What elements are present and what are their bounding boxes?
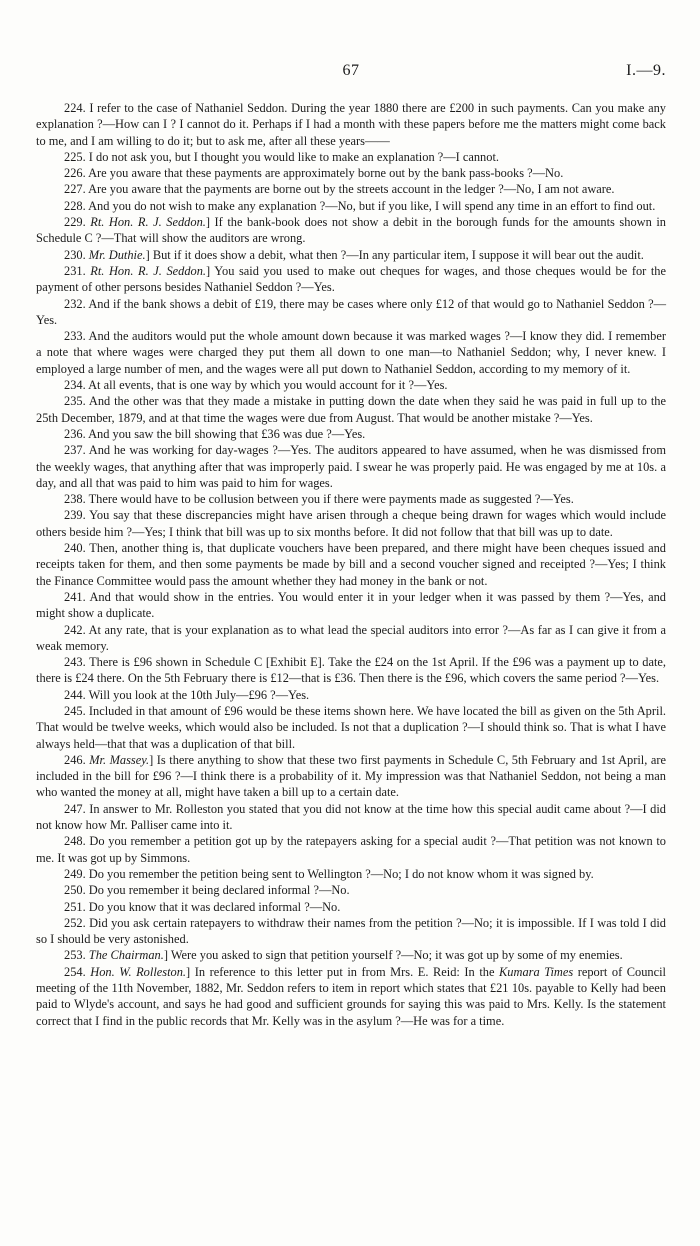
question-paragraph [36, 377, 666, 393]
question-text: At any rate, that is your explanation as to what lead the special auditors into error ?—As far as I can give it from a weak memory. [36, 622, 666, 653]
speaker-name: Rt. Hon. R. J. Seddon. [90, 263, 207, 278]
question-text: Were you asked to sign that petition yourself ?—No; it was got up by some of my enemies. [170, 948, 623, 963]
question-number: 238. [64, 492, 86, 507]
question-paragraph [36, 149, 666, 165]
question-paragraph [36, 328, 666, 377]
speaker-name: Mr. Massey. [89, 752, 150, 767]
question-paragraph: 254. Hon. W. Rolleston.] In reference to this letter put in from Mrs. E. Reid: In the Kumara Times report of Council meeting of the 11th November, 1882, Mr. Seddon refers to item in report which states that £21 10s. payable to Kelly had been paid to Wlyde's account, and says he had good and sufficient grounds for saying this was paid to Mrs. Kelly. Is the statement correct that I find in the public records that Mr. Kelly was in the asylum ?—He was for a time. [36, 964, 667, 1028]
question-number: 241. [64, 589, 86, 604]
question-text: Will you look at the 10th July—£96 ?—Yes. [88, 687, 310, 702]
question-text: And you saw the bill showing that £36 was due ?—Yes. [88, 426, 366, 441]
question-number: 253. [64, 948, 86, 963]
question-text: And you do not wish to make any explanation ?—No, but if you like, I will spend any time in an effort to find out. [88, 198, 656, 213]
question-text: Then, another thing is, that duplicate vouchers have been prepared, and there might have been cheques issued and receipts taken for them, and then some payments be made by bill and a second voucher signed and receipted ?—Yes; I think the Finance Committee would pass the amount whether they had money in the bank or not. [36, 541, 666, 588]
question-number: 228. [64, 198, 86, 213]
question-paragraph: 230. Mr. Duthie.] But if it does show a debit, what then ?—In any particular item, I suppose it will bear out the audit. [64, 247, 644, 262]
question-number: 225. [64, 149, 86, 164]
question-text: But if it does show a debit, what then ?—In any particular item, I suppose it will bear out the audit. [152, 247, 644, 262]
question-paragraph [36, 426, 666, 442]
question-number: 233. [64, 329, 86, 344]
question-number: 224. [64, 101, 86, 115]
speaker-name: Rt. Hon. R. J. Seddon. [90, 215, 206, 230]
question-paragraph: 231. Rt. Hon. R. J. Seddon.] You said you used to make out cheques for wages, and those cheques would be for the payment of other persons besides Nathaniel Seddon ?—Yes. [36, 263, 666, 295]
question-text: At all events, that is one way by which you would account for it ?—Yes. [88, 378, 448, 393]
question-paragraph [36, 801, 666, 834]
question-text: You said you used to make out cheques for wages, and those cheques would be for the payment of other persons besides Nathaniel Seddon ?—Yes. [36, 263, 666, 295]
page-number: 67 [342, 62, 360, 79]
question-paragraph [36, 589, 666, 622]
question-text: Do you remember the petition being sent to Wellington ?—No; I do not know whom it was signed by. [88, 866, 594, 881]
question-number: 250. [64, 883, 86, 898]
question-number: 226. [64, 166, 86, 181]
question-text: There would have to be collusion between you if there were payments made as suggested ?—Yes. [88, 492, 574, 507]
question-text: There is £96 shown in Schedule C [Exhibit E]. Take the £24 on the 1st April. If the £96 was a payment up to date, there is £24 there. On the 5th February there is £12—that is £36. Then there is the £96, which covers the same period ?—Yes. [36, 655, 666, 686]
question-text: If the bank-book does not show a debit in the borough funds for the amounts shown in Schedule C ?—That will show the auditors are wrong. [36, 215, 666, 246]
question-text: Do you remember it being declared informal ?—No. [88, 883, 350, 898]
question-paragraph [36, 899, 666, 915]
question-number: 237. [64, 443, 86, 458]
question-text: And if the bank shows a debit of £19, there may be cases where only £12 of that would go to Nathaniel Seddon ?—Yes. [36, 296, 666, 327]
question-paragraph: 246. Mr. Massey.] Is there anything to show that these two first payments in Schedule C, 5th February and 1st April, are included in the bill for £96 ?—I think there is a probability of it. My impression was that Nathaniel Seddon, not being a man who wanted the money at all, might have taken a bill up to a certain date. [36, 752, 666, 800]
question-paragraph [36, 833, 666, 866]
question-text: Do you remember a petition got up by the ratepayers asking for a special audit ?—That petition was not known to me. It was got up by Simmons. [36, 834, 666, 865]
question-number: 252. [64, 915, 86, 930]
speaker-name: Hon. W. Rolleston. [90, 964, 187, 979]
question-text: I do not ask you, but I thought you would like to make an explanation ?—I cannot. [88, 149, 499, 164]
question-number: 245. [64, 703, 86, 718]
question-number: 235. [64, 394, 86, 409]
question-number: 230. [64, 247, 86, 262]
question-paragraph [36, 915, 666, 948]
speaker-name: The Chairman. [88, 948, 164, 963]
question-number: 243. [64, 655, 86, 670]
question-paragraph [36, 442, 666, 491]
document-reference: I.—9. [626, 62, 666, 79]
question-paragraph [36, 882, 666, 898]
question-paragraph [36, 866, 666, 882]
question-number: 246. [64, 752, 86, 767]
question-text-lead: In reference to this letter put in from Mrs. E. Reid: In the [194, 964, 495, 979]
question-paragraph: 229. Rt. Hon. R. J. Seddon.] If the bank-book does not show a debit in the borough funds for the amounts shown in Schedule C ?—That will show the auditors are wrong. [36, 215, 666, 246]
question-number: 251. [64, 899, 86, 914]
question-text: Are you aware that the payments are borne out by the streets account in the ledger ?—No, I am not aware. [88, 182, 615, 197]
question-text: In answer to Mr. Rolleston you stated that you did not know at the time how this special audit came about ?—I did not know how Mr. Palliser came into it. [36, 801, 666, 833]
question-number: 236. [64, 426, 86, 441]
question-paragraph: 253. The Chairman.] Were you asked to sign that petition yourself ?—No; it was got up by some of my enemies. [64, 948, 623, 963]
question-text: And the auditors would put the whole amount down because it was marked wages ?—I know they did. I remember a note that where wages were charged they put them all down to one man—to Nathaniel Seddon; why, I never knew. I employed a large number of men, and the wages were all put down to Nathaniel Seddon, according to my memory of it. [36, 329, 666, 376]
question-text: You say that these discrepancies might have arisen through a cheque being drawn for wages which would include others beside him ?—Yes; I think that bill was up to six months before. It did not follow that that bill was up to date. [36, 508, 667, 539]
speaker-name: Mr. Duthie. [88, 247, 146, 262]
question-text: And the other was that they made a mistake in putting down the date when they said he was paid in full up to the 25th December, 1879, and at that time the wages were due from August. That would be another mistake ?—Yes. [36, 394, 666, 425]
question-number: 229. [64, 215, 86, 230]
newspaper-title: Kumara Times [499, 964, 574, 979]
transcript-body [36, 100, 666, 1029]
question-text: And he was working for day-wages ?—Yes. The auditors appeared to have assumed, when he was dismissed from the weekly wages, that anything after that was improperly paid. I swear he was properly paid. He was engaged by me at 10s. a day, and all that was paid to him was paid to him for wages. [36, 443, 666, 490]
question-number: 232. [64, 296, 86, 311]
question-number: 227. [64, 182, 86, 197]
question-number: 247. [64, 801, 86, 816]
question-number: 248. [64, 834, 86, 849]
question-text: report of Council meeting of the 11th November, 1882, Mr. Seddon refers to item in report which states that £21 10s. payable to Kelly had been paid to Wlyde's account, and says he had good and sufficient grounds for saying this was paid to Mrs. Kelly. Is the statement correct that I find in the public records that Mr. Kelly was in the asylum ?—He was for a time. [36, 964, 667, 1028]
question-paragraph [36, 296, 666, 329]
question-number: 244. [64, 687, 86, 702]
question-text: Are you aware that these payments are approximately borne out by the bank pass-books ?—No. [88, 166, 564, 181]
question-paragraph [36, 491, 666, 507]
question-text: Did you ask certain ratepayers to withdraw their names from the petition ?—No; it is impossible. If I was told I did so I should be very astonished. [36, 915, 666, 947]
question-number: 240. [64, 541, 86, 556]
question-paragraph [36, 687, 666, 703]
question-text: Do you know that it was declared informal ?—No. [88, 899, 341, 914]
question-paragraph [36, 165, 666, 181]
question-paragraph [36, 654, 666, 687]
question-paragraph [36, 540, 666, 589]
page-header [36, 62, 666, 82]
question-text: Included in that amount of £96 would be these items shown here. We have located the bill as given on the 5th April. That would be twelve weeks, which would also be included. Is not that a duplication ?—I should think so. That is what I have always held—that that was a duplication of that bill. [36, 703, 666, 751]
question-paragraph [36, 198, 666, 214]
question-paragraph [36, 507, 666, 540]
question-paragraph [36, 622, 666, 655]
question-number: 254. [64, 964, 86, 979]
question-paragraph [36, 100, 666, 149]
question-number: 242. [64, 622, 86, 637]
question-text: I refer to the case of Nathaniel Seddon. During the year 1880 there are £200 in such payments. Can you make any explanation ?—How can I ? I cannot do it. Perhaps if I had a month with these papers before me the matters might come back to me, and I am willing to do it; but to ask me, after all these years—— [36, 101, 666, 148]
question-text: And that would show in the entries. You would enter it in your ledger when it was passed by them ?—Yes, and might show a duplicate. [36, 589, 666, 621]
question-number: 239. [64, 508, 86, 523]
question-paragraph [36, 181, 666, 197]
question-text: Is there anything to show that these two first payments in Schedule C, 5th February and 1st April, are included in the bill for £96 ?—I think there is a probability of it. My impression was that Nathaniel Seddon, not being a man who wanted the money at all, might have taken a bill up to a certain date. [36, 752, 666, 800]
question-paragraph [36, 703, 666, 752]
question-number: 234. [64, 378, 86, 393]
question-number: 249. [64, 866, 86, 881]
question-number: 231. [64, 263, 86, 278]
question-paragraph [36, 393, 666, 426]
